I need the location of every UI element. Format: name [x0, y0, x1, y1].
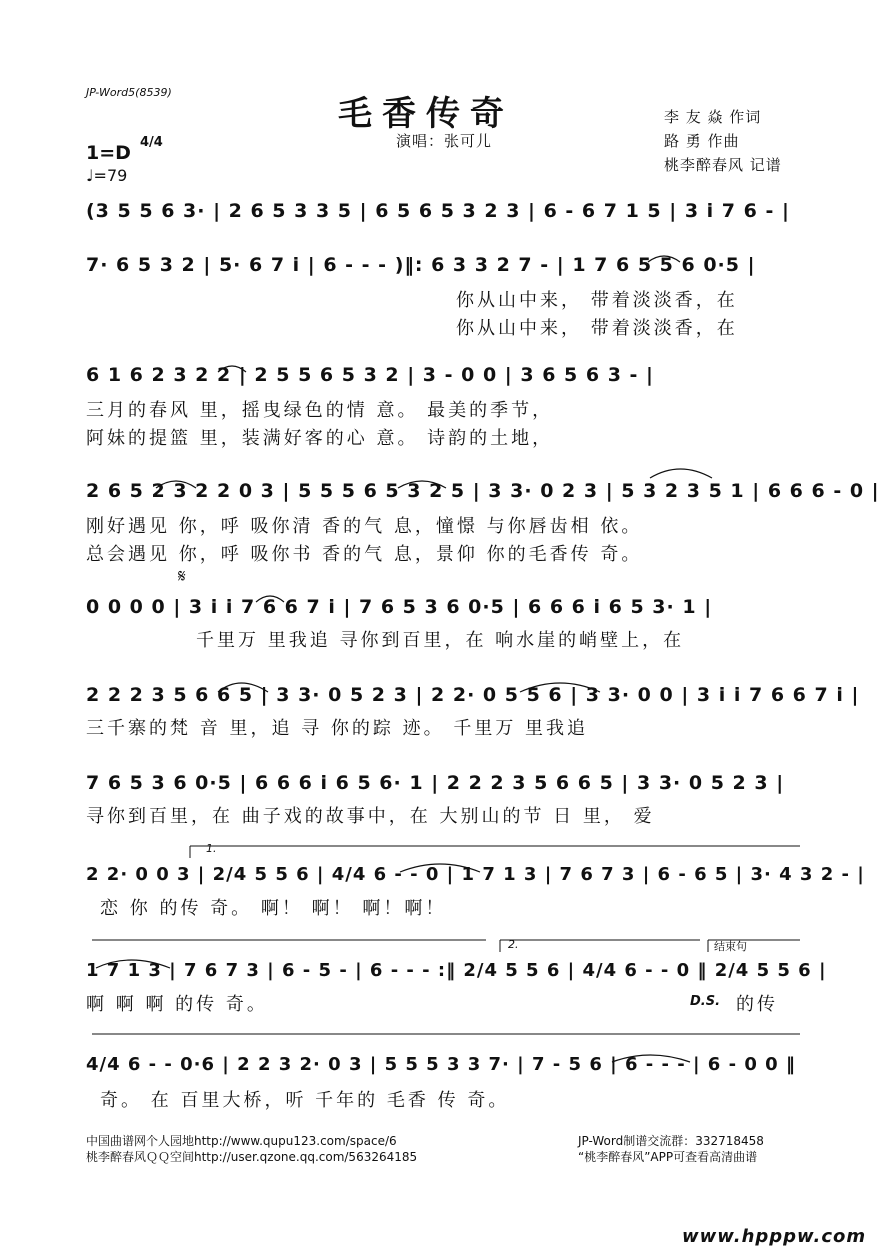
system-6-notes: 2 2 2 3 5 6 6 5 | 3 3· 0 5 2 3 | 2 2· 0 5 5 6 | 3 3· 0 0 | 3 i i 7 6 6 7 i |	[86, 684, 860, 706]
slur	[612, 1055, 690, 1062]
slur	[256, 596, 284, 602]
ending-label: 结束句	[714, 940, 747, 953]
system-2-lyrics-verse1: 你从山中来， 带着淡淡香，在	[456, 290, 738, 311]
site-watermark: www.hpppw.com	[682, 1226, 867, 1247]
system-9-notes: 1 7 1 3 | 7 6 7 3 | 6 - 5 - | 6 - - - :‖ 2/4 5 5 6 | 4/4 6 - - 0 ‖ 2/4 5 5 6 |	[86, 960, 827, 981]
system-10-notes: 4/4 6 - - 0·6 | 2 2 3 2· 0 3 | 5 5 5 3 3 7· | 7 - 5 6 | 6 - - - | 6 - 0 0 ‖	[86, 1054, 796, 1075]
footer-right-line1: JP-Word制谱交流群：332718458	[578, 1134, 764, 1148]
performer-label: 演唱：张可儿	[396, 132, 493, 150]
slur	[96, 960, 170, 968]
transcriber-credit: 桃李醉春风 记谱	[664, 156, 782, 174]
system-8-notes: 2 2· 0 0 3 | 2/4 5 5 6 | 4/4 6 - - 0 | 1 7 1 3 | 7 6 7 3 | 6 - 6 5 | 3· 4 3 2 - |	[86, 864, 865, 885]
system-3-notes: 6 1 6 2 3 2 2 | 2 5 5 6 5 3 2 | 3 - 0 0 | 3 6 5 6 3 - |	[86, 364, 654, 386]
slur	[156, 481, 196, 488]
system-1-notes: (3 5 5 6 3· | 2 6 5 3 3 5 | 6 5 6 5 3 2 3 | 6 - 6 7 1 5 | 3 i 7 6 - |	[86, 200, 790, 222]
system-8-lyrics: 恋 你 的传 奇。 啊！ 啊！ 啊！啊！	[100, 898, 447, 919]
system-3-lyrics-verse2: 阿妹的提篮 里，装满好客的心 意。 诗韵的土地，	[86, 428, 554, 449]
volta-1-label: 1.	[206, 842, 217, 855]
software-label: JP-Word5(8539)	[86, 86, 172, 99]
slur	[400, 864, 480, 872]
footer-left-line2: 桃李醉春风ＱＱ空间http://user.qzone.qq.com/563264185	[86, 1150, 418, 1164]
slur	[218, 366, 246, 372]
system-7-notes: 7 6 5 3 6 0·5 | 6 6 6 i 6 5 6· 1 | 2 2 2 3 5 6 6 5 | 3 3· 0 5 2 3 |	[86, 772, 785, 794]
lyricist-credit: 李 友 焱 作词	[664, 108, 762, 126]
composer-credit: 路 勇 作曲	[664, 132, 740, 150]
segno-sign: 𝄋	[178, 566, 186, 587]
system-3-lyrics-verse1: 三月的春风 里，摇曳绿色的情 意。 最美的季节，	[86, 400, 554, 421]
slur	[520, 683, 600, 692]
tempo-marking: ♩=79	[86, 166, 128, 185]
system-9-lyrics: 啊 啊 啊 的传 奇。	[86, 994, 268, 1015]
system-4-notes: 2 6 5 2 3 2 2 0 3 | 5 5 5 6 5 3 2 5 | 3 3· 0 2 3 | 5 3 2 3 5 1 | 6 6 6 - 0 |	[86, 480, 880, 502]
time-signature: 4/4	[140, 135, 163, 150]
footer-left-line1: 中国曲谱网个人园地http://www.qupu123.com/space/6	[86, 1134, 397, 1148]
footer-right-line2: “桃李醉春风”APP可查看高清曲谱	[578, 1150, 758, 1164]
system-4-lyrics-verse1: 刚好遇见 你，呼 吸你清 香的气 息，憧憬 与你唇齿相 依。	[86, 516, 643, 537]
system-6-lyrics: 三千寨的梵 音 里，追 寻 你的踪 迹。 千里万 里我追	[86, 718, 589, 739]
ds-marking: D.S.	[690, 994, 721, 1009]
system-5-lyrics: 千里万 里我追 寻你到百里，在 响水崖的峭壁上，在	[196, 630, 685, 651]
slur	[648, 256, 680, 262]
system-10-lyrics: 奇。 在 百里大桥，听 千年的 毛香 传 奇。	[100, 1090, 510, 1111]
system-2-notes: 7· 6 5 3 2 | 5· 6 7 i | 6 - - - )‖: 6 3 3 2 7 - | 1 7 6 5 5 6 0·5 |	[86, 254, 756, 276]
slur	[218, 683, 268, 692]
system-2-lyrics-verse2: 你从山中来， 带着淡淡香，在	[456, 318, 738, 339]
song-title: 毛香传奇	[338, 94, 514, 134]
slur	[398, 481, 446, 488]
key-signature: 1=D	[86, 142, 131, 164]
system-4-lyrics-verse2: 总会遇见 你，呼 吸你书 香的气 息，景仰 你的毛香传 奇。	[86, 544, 643, 565]
system-5-notes: 0 0 0 0 | 3 i i 7 6 6 7 i | 7 6 5 3 6 0·5 | 6 6 6 i 6 5 3· 1 |	[86, 596, 713, 618]
slur	[650, 469, 712, 478]
system-9-lyrics-coda: 的传	[736, 994, 778, 1015]
volta-2-label: 2.	[508, 938, 519, 951]
system-7-lyrics: 寻你到百里，在 曲子戏的故事中，在 大别山的节 日 里， 爱	[86, 806, 655, 827]
